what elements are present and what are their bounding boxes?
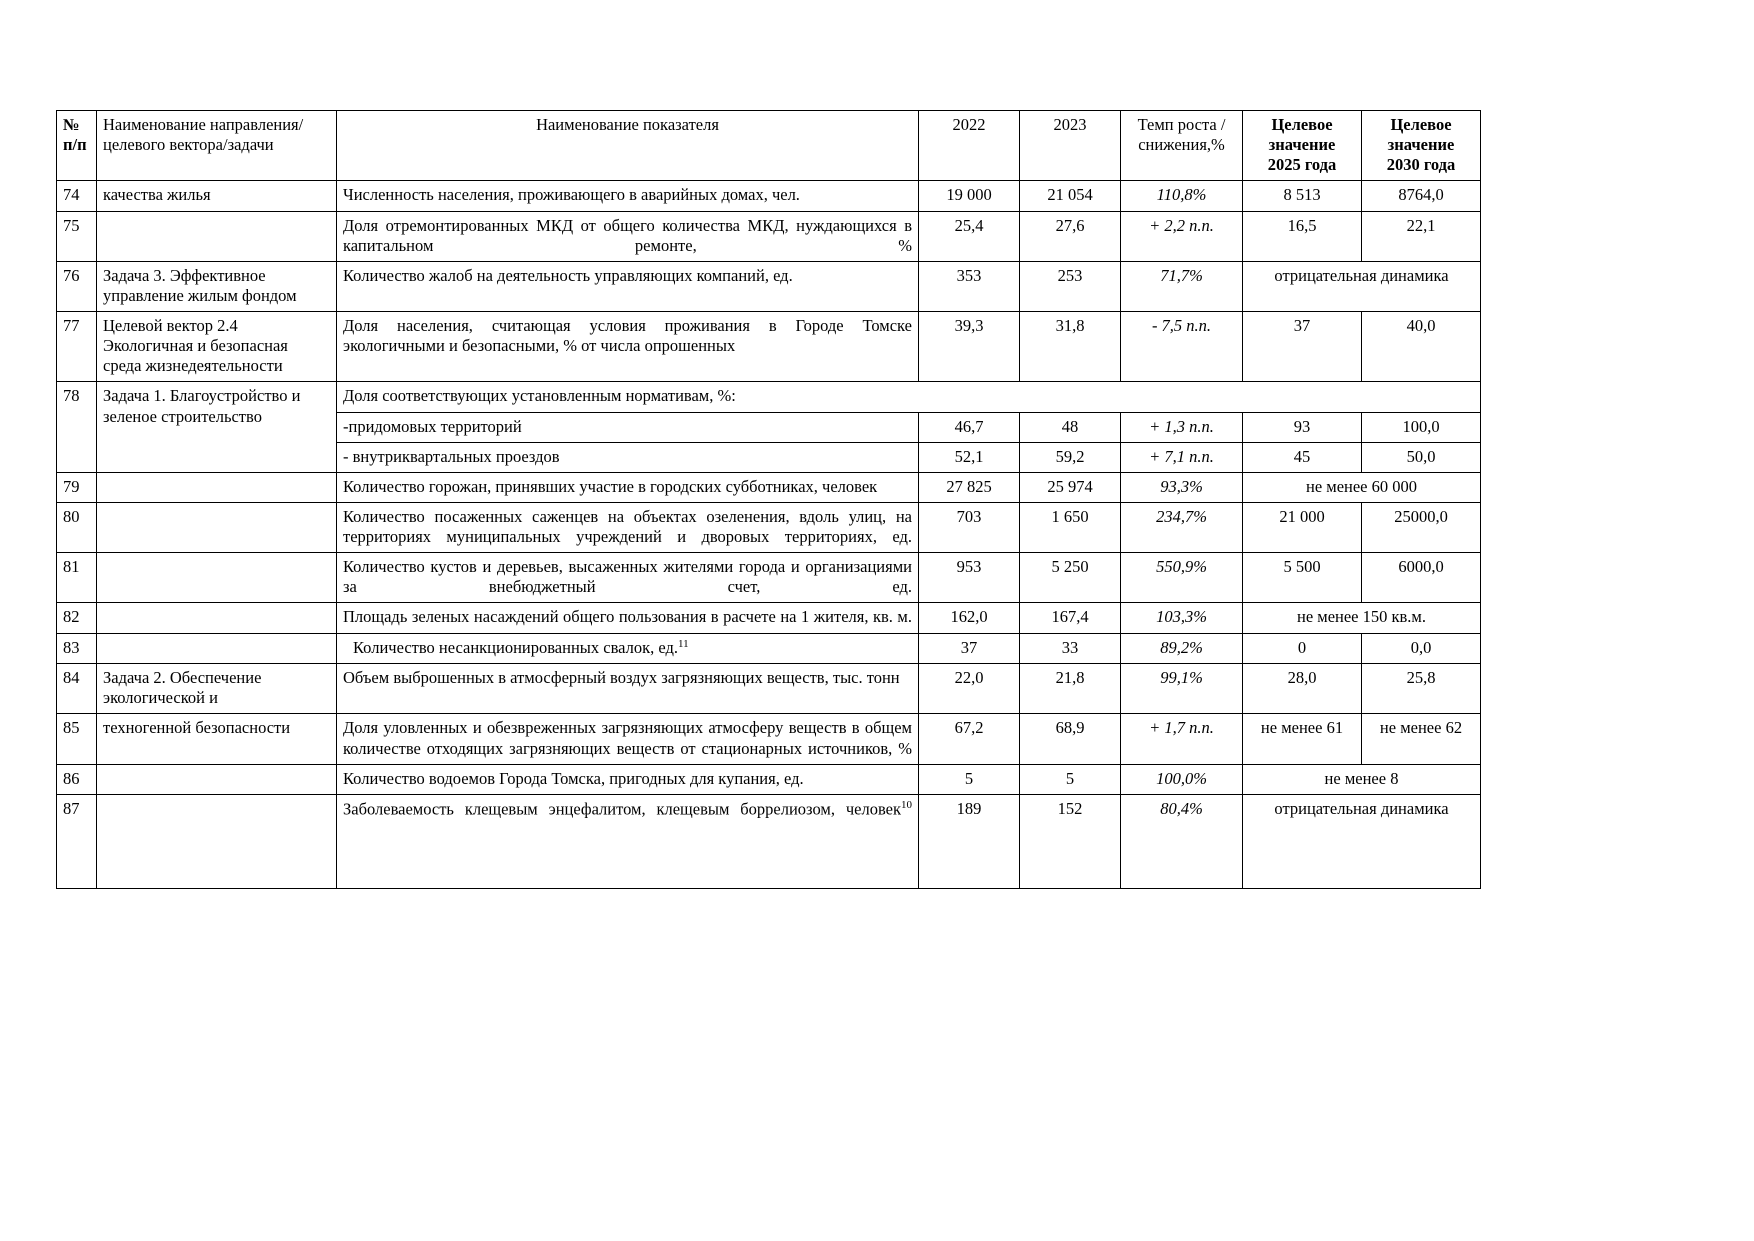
- table-row: [57, 664, 1481, 714]
- row-value-2023: 27,6: [1020, 211, 1121, 261]
- row-value-2022: 353: [919, 261, 1020, 311]
- row-indicator: Доля населения, считающая условия проживания в Городе Томске экологичными и безопасными, % от числа опрошенных: [337, 312, 919, 382]
- table-row: [57, 714, 1481, 764]
- row-value-2023: 68,9: [1020, 714, 1121, 764]
- row-target-2025: 28,0: [1243, 664, 1362, 714]
- row-target-2030: 22,1: [1362, 211, 1481, 261]
- row-number: 81: [57, 553, 97, 603]
- table-row: [57, 553, 1481, 603]
- header-num: № п/п: [57, 111, 97, 181]
- row-growth-rate: 99,1%: [1121, 664, 1243, 714]
- row-value-2022: 39,3: [919, 312, 1020, 382]
- row-value-2022: 52,1: [919, 442, 1020, 472]
- row-target-2025: 16,5: [1243, 211, 1362, 261]
- row-value-2023: 1 650: [1020, 502, 1121, 552]
- row-target-merged: отрицательная динамика: [1243, 261, 1481, 311]
- row-value-2023: 253: [1020, 261, 1121, 311]
- row-target-merged: отрицательная динамика: [1243, 794, 1481, 888]
- row-indicator: -придомовых территорий: [337, 412, 919, 442]
- table-row: [57, 261, 1481, 311]
- row-indicator: Количество кустов и деревьев, высаженных жителями города и организациями за внебюджетный счет, ед.: [337, 553, 919, 603]
- row-growth-rate: + 1,7 п.п.: [1121, 714, 1243, 764]
- row-value-2022: 27 825: [919, 472, 1020, 502]
- row-direction: [97, 211, 337, 261]
- table-row: [57, 181, 1481, 211]
- row-number: 78: [57, 382, 97, 472]
- row-value-2023: 167,4: [1020, 603, 1121, 633]
- table-body: [57, 181, 1481, 888]
- row-growth-rate: + 1,3 п.п.: [1121, 412, 1243, 442]
- row-value-2022: 25,4: [919, 211, 1020, 261]
- row-number: 77: [57, 312, 97, 382]
- header-year-2022: 2022: [919, 111, 1020, 181]
- row-value-2023: 152: [1020, 794, 1121, 888]
- table-row: [57, 382, 1481, 412]
- row-value-2022: 37: [919, 633, 1020, 664]
- indicators-table: [56, 110, 1481, 889]
- header-year-2023: 2023: [1020, 111, 1121, 181]
- row-value-2023: 59,2: [1020, 442, 1121, 472]
- row-growth-rate: 103,3%: [1121, 603, 1243, 633]
- row-target-2030: 50,0: [1362, 442, 1481, 472]
- row-direction: [97, 472, 337, 502]
- row-target-2025: 0: [1243, 633, 1362, 664]
- row-value-2022: 5: [919, 764, 1020, 794]
- row-direction: Задача 1. Благоустройство и зеленое строительство: [97, 382, 337, 472]
- row-direction: качества жилья: [97, 181, 337, 211]
- row-target-2030: 40,0: [1362, 312, 1481, 382]
- row-target-2025: 5 500: [1243, 553, 1362, 603]
- row-indicator: - внутриквартальных проездов: [337, 442, 919, 472]
- row-target-merged: не менее 60 000: [1243, 472, 1481, 502]
- row-growth-rate: 110,8%: [1121, 181, 1243, 211]
- row-target-2030: 100,0: [1362, 412, 1481, 442]
- row-growth-rate: 100,0%: [1121, 764, 1243, 794]
- row-number: 74: [57, 181, 97, 211]
- row-direction: [97, 502, 337, 552]
- row-direction: [97, 794, 337, 888]
- row-indicator-group-header: Доля соответствующих установленным нормативам, %:: [337, 382, 1481, 412]
- row-indicator: [337, 633, 919, 664]
- row-direction: [97, 633, 337, 664]
- row-growth-rate: 89,2%: [1121, 633, 1243, 664]
- row-target-2030: 8764,0: [1362, 181, 1481, 211]
- row-indicator: Количество водоемов Города Томска, пригодных для купания, ед.: [337, 764, 919, 794]
- table-row: [57, 794, 1481, 888]
- row-value-2022: 19 000: [919, 181, 1020, 211]
- row-number: 84: [57, 664, 97, 714]
- row-indicator-text: Заболеваемость клещевым энцефалитом, клещевым боррелиозом, человек: [343, 799, 901, 819]
- row-growth-rate: 80,4%: [1121, 794, 1243, 888]
- row-target-2025: 37: [1243, 312, 1362, 382]
- row-indicator-text: Количество несанкционированных свалок, ед.: [353, 638, 678, 657]
- row-growth-rate: 234,7%: [1121, 502, 1243, 552]
- table-row: [57, 211, 1481, 261]
- row-value-2022: 189: [919, 794, 1020, 888]
- row-target-2025: 21 000: [1243, 502, 1362, 552]
- row-number: 80: [57, 502, 97, 552]
- row-growth-rate: 93,3%: [1121, 472, 1243, 502]
- row-target-2025: 93: [1243, 412, 1362, 442]
- row-target-2030: 25000,0: [1362, 502, 1481, 552]
- footnote-marker: 10: [901, 798, 912, 811]
- document-page: [56, 110, 1480, 889]
- row-direction: [97, 764, 337, 794]
- header-indicator: Наименование показателя: [337, 111, 919, 181]
- row-number: 86: [57, 764, 97, 794]
- row-value-2023: 5: [1020, 764, 1121, 794]
- row-direction: Задача 3. Эффективное управление жилым фондом: [97, 261, 337, 311]
- row-value-2023: 5 250: [1020, 553, 1121, 603]
- row-target-merged: не менее 8: [1243, 764, 1481, 794]
- row-target-2030: 0,0: [1362, 633, 1481, 664]
- row-value-2022: 703: [919, 502, 1020, 552]
- row-value-2022: 46,7: [919, 412, 1020, 442]
- row-target-2030: 25,8: [1362, 664, 1481, 714]
- row-direction: техногенной безопасности: [97, 714, 337, 764]
- row-direction: Задача 2. Обеспечение экологической и: [97, 664, 337, 714]
- table-row: [57, 603, 1481, 633]
- row-number: 75: [57, 211, 97, 261]
- row-direction: Целевой вектор 2.4 Экологичная и безопасная среда жизнедеятельности: [97, 312, 337, 382]
- row-number: 85: [57, 714, 97, 764]
- row-value-2023: 48: [1020, 412, 1121, 442]
- row-value-2023: 25 974: [1020, 472, 1121, 502]
- row-target-2030: 6000,0: [1362, 553, 1481, 603]
- header-direction: Наименование направления/целевого вектора/задачи: [97, 111, 337, 181]
- row-number: 79: [57, 472, 97, 502]
- row-indicator: Количество жалоб на деятельность управляющих компаний, ед.: [337, 261, 919, 311]
- table-row: [57, 472, 1481, 502]
- row-indicator: Численность населения, проживающего в аварийных домах, чел.: [337, 181, 919, 211]
- row-indicator: Объем выброшенных в атмосферный воздух загрязняющих веществ, тыс. тонн: [337, 664, 919, 714]
- row-number: 83: [57, 633, 97, 664]
- row-growth-rate: + 2,2 п.п.: [1121, 211, 1243, 261]
- row-growth-rate: - 7,5 п.п.: [1121, 312, 1243, 382]
- row-target-2025: 45: [1243, 442, 1362, 472]
- footnote-marker: 11: [678, 637, 689, 650]
- row-indicator: Количество горожан, принявших участие в городских субботниках, человек: [337, 472, 919, 502]
- row-value-2022: 162,0: [919, 603, 1020, 633]
- row-value-2023: 33: [1020, 633, 1121, 664]
- header-target-2030: Целевое значение 2030 года: [1362, 111, 1481, 181]
- table-header-row: [57, 111, 1481, 181]
- row-value-2022: 953: [919, 553, 1020, 603]
- row-target-2030: не менее 62: [1362, 714, 1481, 764]
- row-value-2023: 31,8: [1020, 312, 1121, 382]
- row-target-merged: не менее 150 кв.м.: [1243, 603, 1481, 633]
- row-growth-rate: 550,9%: [1121, 553, 1243, 603]
- table-row: [57, 633, 1481, 664]
- header-growth-rate: Темп роста / снижения,%: [1121, 111, 1243, 181]
- row-indicator: Доля уловленных и обезвреженных загрязняющих атмосферу веществ в общем количестве отходящих загрязняющих веществ от стационарных источников, %: [337, 714, 919, 764]
- table-row: [57, 502, 1481, 552]
- row-growth-rate: 71,7%: [1121, 261, 1243, 311]
- row-indicator: Количество посаженных саженцев на объектах озеленения, вдоль улиц, на территориях муниципальных учреждений и дворовых территориях, ед.: [337, 502, 919, 552]
- row-direction: [97, 603, 337, 633]
- table-header: [57, 111, 1481, 181]
- row-indicator: Площадь зеленых насаждений общего пользования в расчете на 1 жителя, кв. м.: [337, 603, 919, 633]
- table-row: [57, 312, 1481, 382]
- row-number: 87: [57, 794, 97, 888]
- row-number: 82: [57, 603, 97, 633]
- row-direction: [97, 553, 337, 603]
- row-value-2022: 22,0: [919, 664, 1020, 714]
- row-target-2025: не менее 61: [1243, 714, 1362, 764]
- row-growth-rate: + 7,1 п.п.: [1121, 442, 1243, 472]
- row-value-2023: 21 054: [1020, 181, 1121, 211]
- row-indicator: Доля отремонтированных МКД от общего количества МКД, нуждающихся в капитальном ремонте, %: [337, 211, 919, 261]
- row-indicator: [337, 794, 919, 888]
- table-row: [57, 764, 1481, 794]
- row-value-2022: 67,2: [919, 714, 1020, 764]
- row-number: 76: [57, 261, 97, 311]
- row-value-2023: 21,8: [1020, 664, 1121, 714]
- row-target-2025: 8 513: [1243, 181, 1362, 211]
- header-target-2025: Целевое значение 2025 года: [1243, 111, 1362, 181]
